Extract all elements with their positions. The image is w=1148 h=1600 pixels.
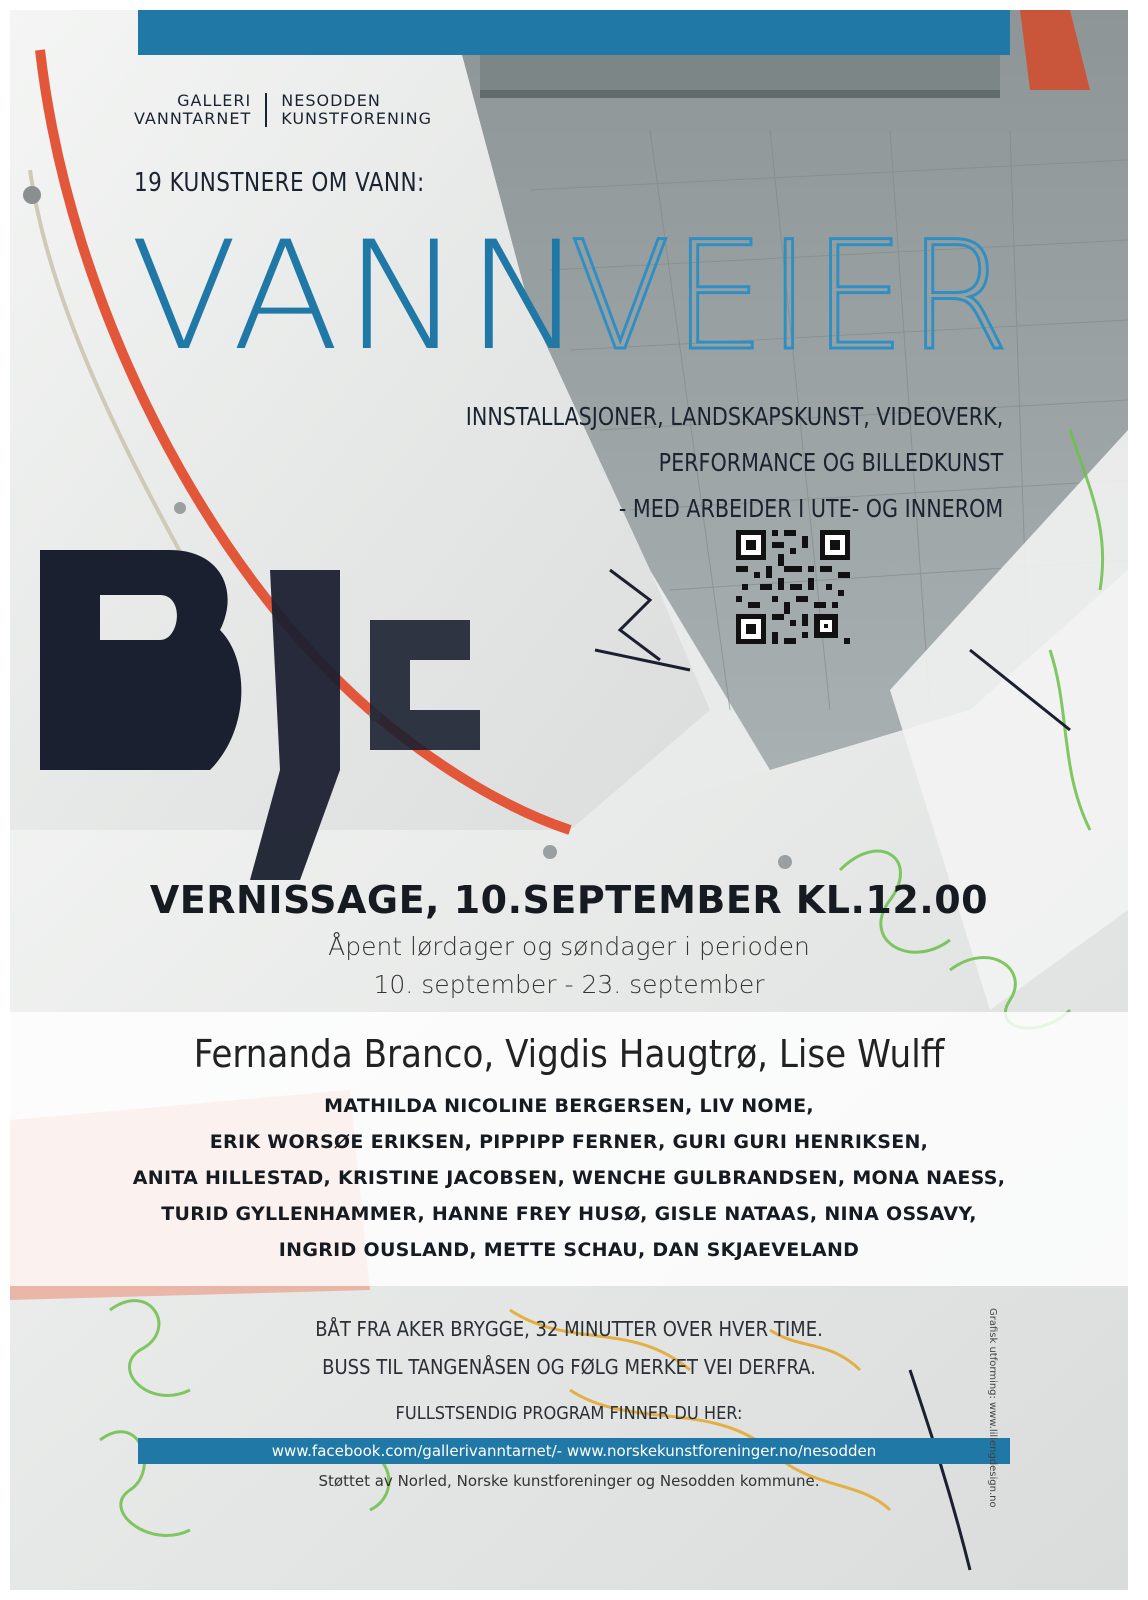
travel-line1: BÅT FRA AKER BRYGGE, 32 MINUTTER OVER HVER TIME. xyxy=(315,1317,823,1341)
logo-left-line1: GALLERI xyxy=(177,91,252,110)
supported-by: Støttet av Norled, Norske kunstforeninger og Nesodden kommune. xyxy=(318,1472,820,1490)
nesodden-kunstforening-logo xyxy=(281,92,432,128)
top-accent-bar xyxy=(138,10,1010,55)
description-line3: - MED ARBEIDER I UTE- OG INNEROM xyxy=(618,494,1003,523)
logo-right-line1: NESODDEN xyxy=(281,91,381,110)
poster xyxy=(10,10,1128,1590)
links-bar xyxy=(138,1438,1010,1464)
poster-title xyxy=(130,210,1012,384)
logo-block xyxy=(134,92,432,128)
logo-right-line2: KUNSTFORENING xyxy=(281,109,432,128)
qr-code-icon[interactable] xyxy=(736,530,850,644)
artist-line: ANITA HILLESTAD, KRISTINE JACOBSEN, WENCHE GULBRANDSEN, MONA NAESS, xyxy=(132,1167,1006,1189)
title-part-veier xyxy=(570,210,1012,384)
travel-info xyxy=(10,1310,1128,1386)
artist-line: TURID GYLLENHAMMER, HANNE FREY HUSØ, GISLE NATAAS, NINA OSSAVY, xyxy=(161,1203,977,1225)
artist-line: ERIK WORSØE ERIKSEN, PIPPIPP FERNER, GURI GURI HENRIKSEN, xyxy=(209,1131,929,1153)
exhibition-description xyxy=(465,394,1003,532)
title-part-veier-text: VEIER xyxy=(570,210,1012,384)
opening-hours xyxy=(10,928,1128,1004)
program-links[interactable]: www.facebook.com/gallerivanntarnet/- www.norskekunstforeninger.no/nesodden xyxy=(271,1442,877,1460)
subheading: 19 KUNSTNERE OM VANN: xyxy=(134,168,425,198)
opening-line1: Åpent lørdager og søndager i perioden xyxy=(328,932,810,961)
logo-left-line2: VANNTARNET xyxy=(134,109,252,128)
artist-line: MATHILDA NICOLINE BERGERSEN, LIV NOME, xyxy=(324,1095,814,1117)
description-line2: PERFORMANCE OG BILLEDKUNST xyxy=(658,448,1003,477)
artist-line: INGRID OUSLAND, METTE SCHAU, DAN SKJAEVELAND xyxy=(278,1239,860,1261)
opening-line2: 10. september - 23. september xyxy=(373,970,765,999)
galleri-vanntarnet-logo xyxy=(134,92,251,128)
program-heading: FULLSTSENDIG PROGRAM FINNER DU HER: xyxy=(395,1403,743,1424)
main-artists: Fernanda Branco, Vigdis Haugtrø, Lise Wulff xyxy=(193,1032,945,1076)
title-part-vann: VANN xyxy=(130,210,588,384)
travel-line2: BUSS TIL TANGENÅSEN OG FØLG MERKET VEI DERFRA. xyxy=(322,1355,816,1379)
logo-divider xyxy=(265,93,267,127)
design-credit xyxy=(987,1308,1018,1508)
artist-list xyxy=(10,1088,1128,1268)
design-credit-text: Grafisk utforming: www.liliengdesign.no xyxy=(987,1308,998,1508)
vernissage-heading: VERNISSAGE, 10.SEPTEMBER KL.12.00 xyxy=(149,878,989,922)
description-line1: INNSTALLASJONER, LANDSKAPSKUNST, VIDEOVERK, xyxy=(465,402,1003,431)
